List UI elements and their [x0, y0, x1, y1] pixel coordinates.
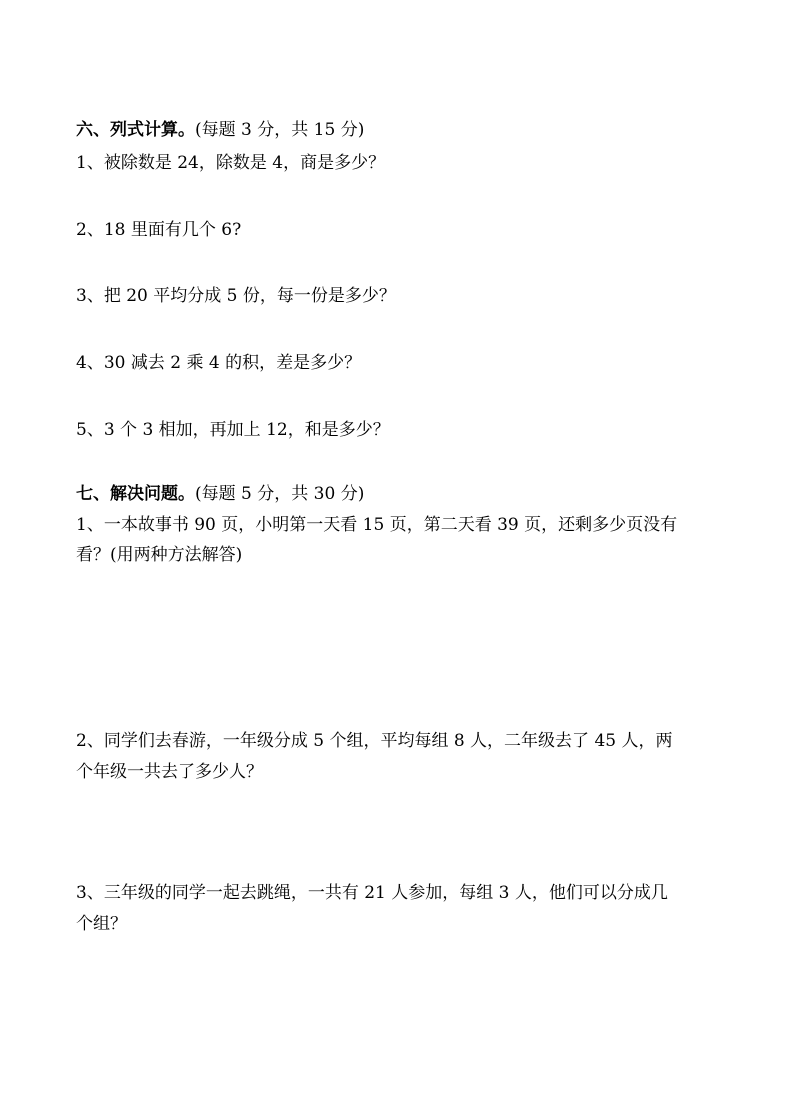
section-6-question-5: 5、3 个 3 相加，再加上 12，和是多少？ — [76, 420, 390, 440]
section-6-question-2: 2、18 里面有几个 6? — [76, 220, 242, 240]
section-7-question-3-line-1: 3、三年级的同学一起去跳绳，一共有 21 人参加，每组 3 人，他们可以分成几 — [76, 883, 668, 903]
section-7-question-2-line-2: 个年级一共去了多少人？ — [76, 762, 263, 782]
section-6-question-4: 4、30 减去 2 乘 4 的积，差是多少？ — [76, 353, 362, 373]
section-7-question-2-line-1: 2、同学们去春游，一年级分成 5 个组，平均每组 8 人，二年级去了 45 人，两 — [76, 731, 673, 751]
section-7-question-3-line-2: 个组？ — [76, 914, 127, 934]
section-6-note: (每题 3 分，共 15 分) — [195, 120, 365, 140]
section-6-title: 六、列式计算。 — [76, 120, 195, 140]
section-6-heading — [76, 120, 364, 140]
section-6-question-1: 1、被除数是 24，除数是 4，商是多少？ — [76, 153, 386, 173]
section-7-title: 七、解决问题。 — [76, 484, 195, 504]
section-6-question-3: 3、把 20 平均分成 5 份，每一份是多少？ — [76, 286, 396, 306]
section-7-heading — [76, 484, 364, 504]
section-7-question-1-line-1: 1、一本故事书 90 页，小明第一天看 15 页，第二天看 39 页，还剩多少页没有 — [76, 515, 678, 535]
section-7-question-1-line-2: 看？(用两种方法解答) — [76, 545, 243, 565]
section-7-note: (每题 5 分，共 30 分) — [195, 484, 365, 504]
